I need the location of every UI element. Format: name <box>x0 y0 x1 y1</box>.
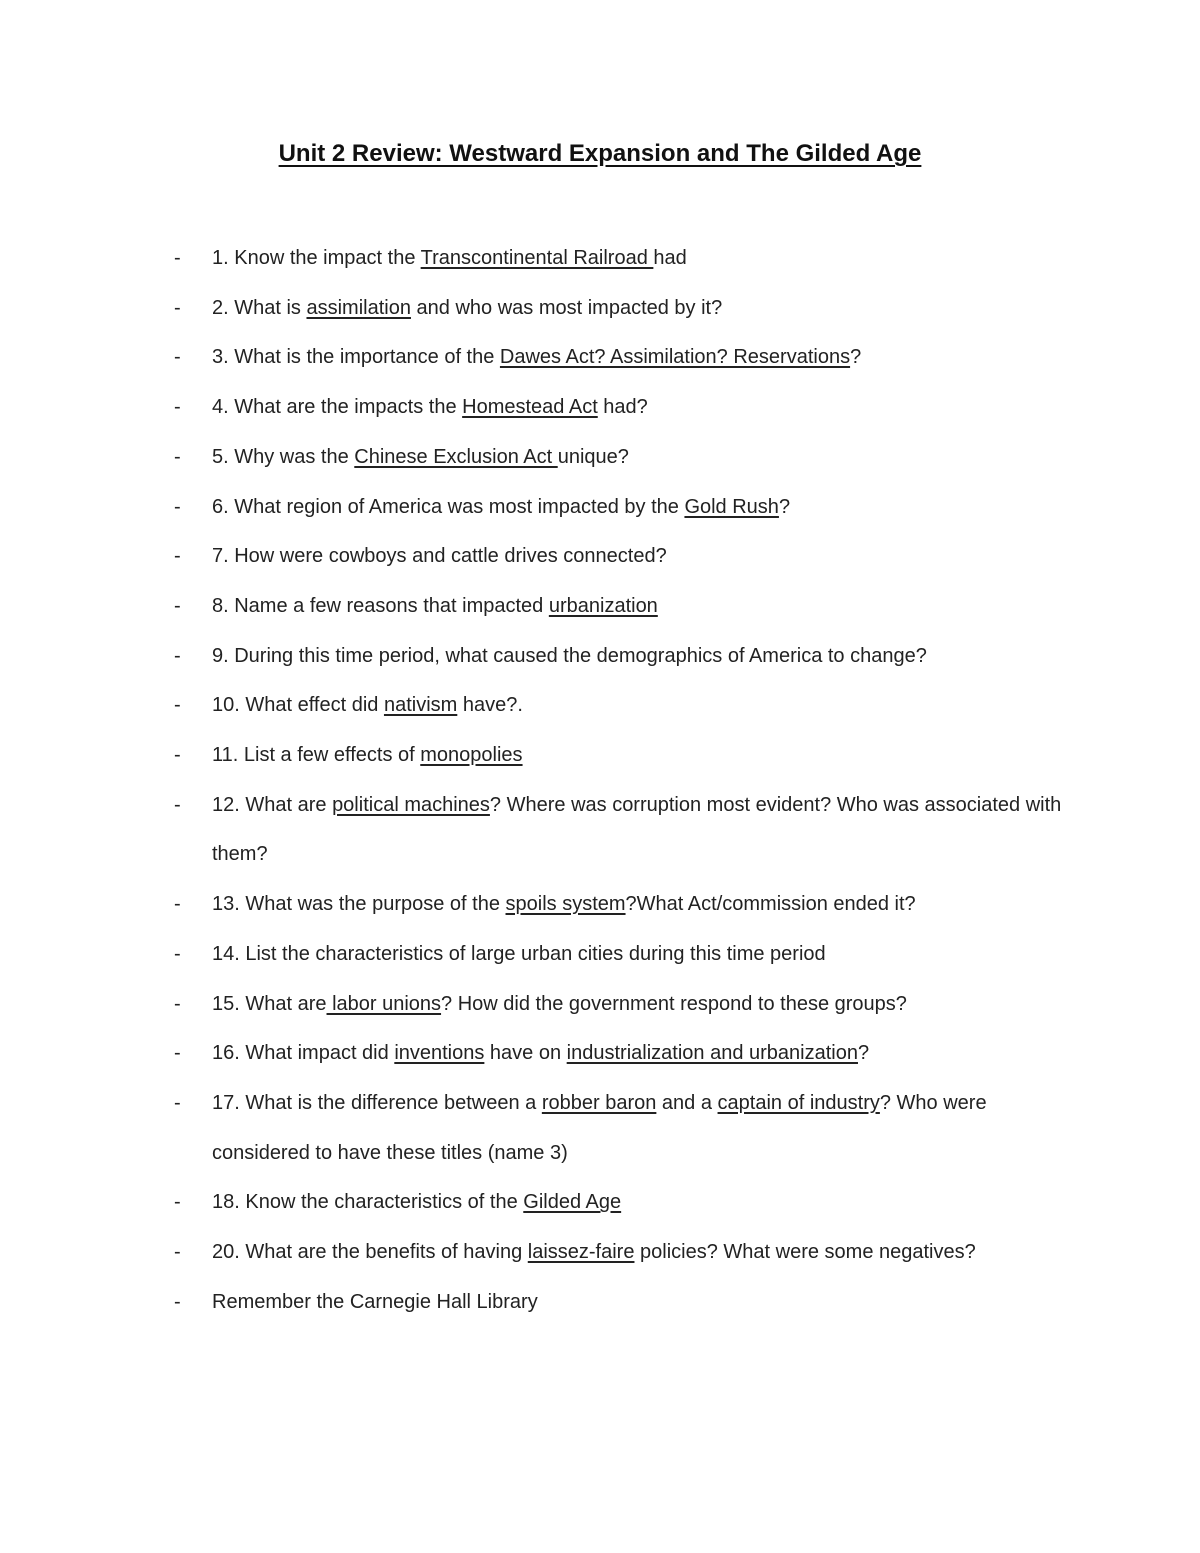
list-item <box>0 930 1200 980</box>
list-item <box>0 632 1200 682</box>
question-segment: 6. What region of America was most impacted by the <box>212 495 685 518</box>
question-segment: ? <box>850 346 862 369</box>
bullet-dash: - <box>174 942 181 965</box>
question-segment: 8. Name a few reasons that impacted <box>212 594 549 617</box>
bullet-dash: - <box>174 594 181 617</box>
question-text <box>212 1079 1072 1178</box>
bullet-dash: - <box>174 694 181 717</box>
question-text <box>212 383 1072 433</box>
question-segment: 5. Why was the <box>212 445 355 468</box>
question-segment: had <box>653 247 687 269</box>
key-term: Transcontinental Railroad <box>420 247 654 269</box>
question-segment: 3. What is the importance of the <box>212 346 500 369</box>
list-item <box>0 234 1200 284</box>
bullet-dash: - <box>174 744 181 767</box>
key-term: labor unions <box>326 992 442 1015</box>
question-segment: 11. List a few effects of <box>212 744 421 767</box>
question-text <box>212 781 1072 880</box>
question-text <box>212 1228 1072 1278</box>
list-item <box>0 781 1200 880</box>
question-text <box>212 483 1072 533</box>
question-text <box>212 234 1072 284</box>
question-segment: have?. <box>457 694 523 717</box>
key-term: nativism <box>383 694 458 717</box>
key-term: spoils system <box>505 893 626 916</box>
key-term: political machines <box>332 793 490 816</box>
question-segment: 16. What impact did <box>212 1042 395 1065</box>
key-term: inventions <box>394 1042 485 1065</box>
bullet-dash: - <box>174 296 181 319</box>
question-segment: have on <box>484 1042 567 1065</box>
list-item <box>0 433 1200 483</box>
bullet-dash: - <box>174 1191 181 1214</box>
question-segment: ? <box>778 495 791 518</box>
list-item <box>0 731 1200 781</box>
bullet-dash: - <box>174 445 181 468</box>
bullet-dash: - <box>174 396 181 419</box>
question-segment: 13. What was the purpose of the <box>212 893 506 916</box>
list-item <box>0 532 1200 582</box>
list-item <box>0 483 1200 533</box>
key-term: urbanization <box>548 594 658 617</box>
bullet-dash: - <box>174 1290 181 1313</box>
key-term: Gilded Age <box>523 1191 622 1214</box>
bullet-dash: - <box>174 1042 181 1065</box>
question-text <box>212 333 1072 383</box>
question-segment: policies? What were some negatives? <box>634 1241 976 1264</box>
key-term: laissez-faire <box>527 1241 635 1264</box>
key-term: captain of industry <box>717 1091 880 1114</box>
question-text <box>212 980 1072 1030</box>
bullet-dash: - <box>174 1241 181 1264</box>
list-item <box>0 1178 1200 1228</box>
bullet-dash: - <box>174 644 181 667</box>
question-segment: and a <box>656 1091 718 1114</box>
list-item <box>0 980 1200 1030</box>
key-term: Chinese Exclusion Act <box>354 445 558 468</box>
question-segment: 15. What are <box>212 992 327 1015</box>
list-item <box>0 333 1200 383</box>
bullet-dash: - <box>174 346 181 369</box>
question-text <box>212 880 1072 930</box>
key-term: industrialization and urbanization <box>566 1042 858 1065</box>
question-text <box>212 284 1072 334</box>
question-segment: 20. What are the benefits of having <box>212 1241 528 1264</box>
question-segment: 7. How were cowboys and cattle drives connected? <box>212 545 667 568</box>
question-text <box>212 930 1072 980</box>
question-text <box>212 1178 1072 1228</box>
list-item <box>0 1029 1200 1079</box>
question-text <box>212 681 1072 731</box>
question-text <box>212 731 1072 781</box>
question-segment: ? <box>857 1042 870 1065</box>
question-segment: ? Where was corruption most evident? Who was associated with them? <box>212 793 1062 866</box>
key-term: monopolies <box>420 744 523 767</box>
key-term: Dawes Act? Assimilation? Reservations <box>499 346 851 369</box>
question-text <box>212 1278 1072 1328</box>
question-segment: 2. What is <box>212 296 307 319</box>
question-segment: 10. What effect did <box>212 694 384 717</box>
key-term: Homestead Act <box>462 396 598 419</box>
question-segment: 14. List the characteristics of large urban cities during this time period <box>212 942 826 965</box>
list-item <box>0 880 1200 930</box>
question-segment: 17. What is the difference between a <box>212 1091 542 1114</box>
page-title: Unit 2 Review: Westward Expansion and The Gilded Age <box>278 140 922 167</box>
list-item <box>0 1228 1200 1278</box>
list-item <box>0 1278 1200 1328</box>
question-segment: ? Who were considered to have these titles (name 3) <box>212 1091 987 1164</box>
bullet-dash: - <box>174 545 181 568</box>
bullet-dash: - <box>174 247 181 269</box>
list-item <box>0 681 1200 731</box>
question-segment: 1. Know the impact the <box>212 247 421 269</box>
list-item <box>0 1079 1200 1178</box>
list-item <box>0 284 1200 334</box>
key-term: Gold Rush <box>684 495 779 518</box>
list-item <box>0 582 1200 632</box>
question-text <box>212 532 1072 582</box>
key-term: robber baron <box>541 1091 657 1114</box>
question-segment: 4. What are the impacts the <box>212 396 463 419</box>
question-text <box>212 582 1072 632</box>
bullet-dash: - <box>174 992 181 1015</box>
key-term: assimilation <box>306 296 411 319</box>
question-segment: unique? <box>557 445 629 468</box>
list-item <box>0 383 1200 433</box>
bullet-dash: - <box>174 893 181 916</box>
bullet-dash: - <box>174 793 181 816</box>
question-segment: had? <box>597 396 648 419</box>
bullet-dash: - <box>174 495 181 518</box>
question-segment: 18. Know the characteristics of the <box>212 1191 524 1214</box>
question-segment: Remember the Carnegie Hall Library <box>212 1290 538 1313</box>
question-segment: and who was most impacted by it? <box>410 296 723 319</box>
question-text <box>212 1029 1072 1079</box>
bullet-dash: - <box>174 1091 181 1114</box>
question-segment: ?What Act/commission ended it? <box>625 893 916 916</box>
question-segment: 9. During this time period, what caused the demographics of America to change? <box>212 644 927 667</box>
question-segment: ? How did the government respond to these groups? <box>441 992 907 1015</box>
review-question-list <box>0 234 1200 1327</box>
question-text <box>212 632 1072 682</box>
question-text <box>212 433 1072 483</box>
question-segment: 12. What are <box>212 793 333 816</box>
